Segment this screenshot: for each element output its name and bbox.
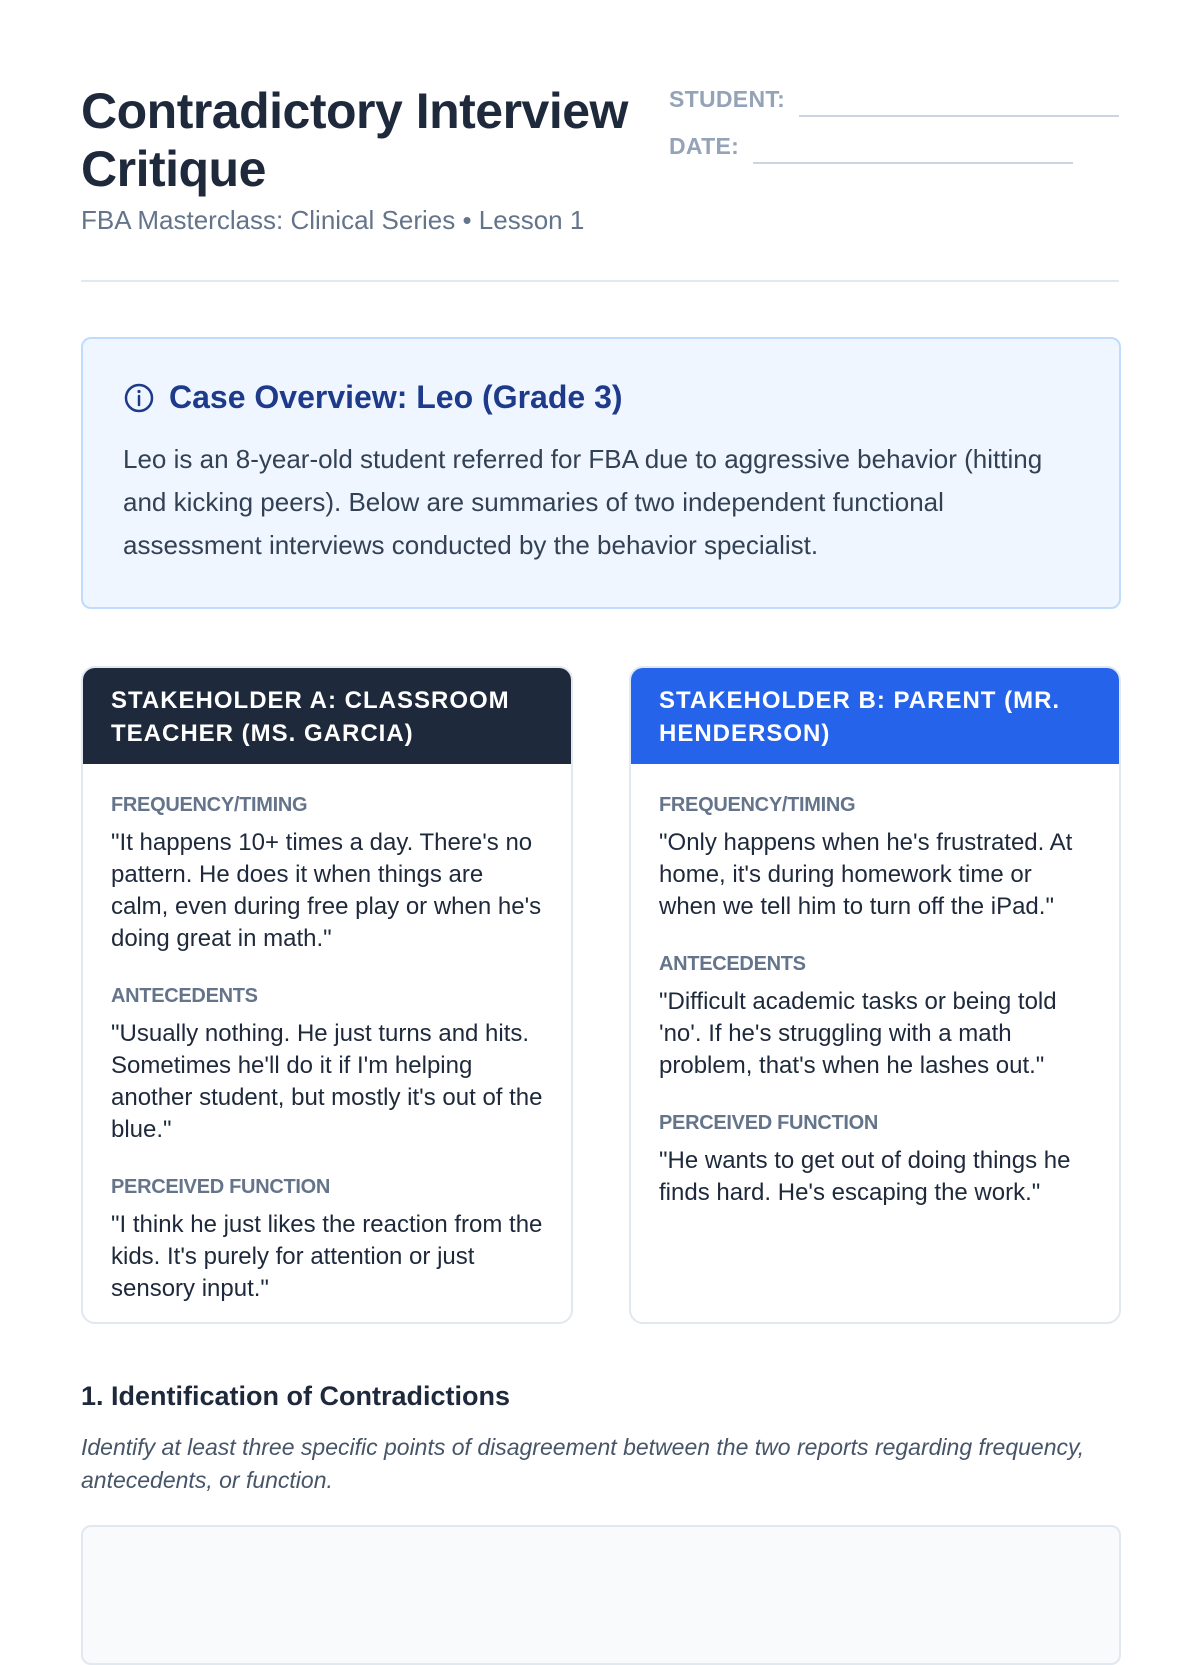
- page-header: [81, 0, 1119, 282]
- stakeholder-b-title: STAKEHOLDER B: PARENT (MR. HENDERSON): [631, 668, 1119, 764]
- section-1-answer-box[interactable]: [81, 1525, 1121, 1665]
- page-title: Contradictory Interview Critique: [81, 83, 628, 197]
- case-overview-header: [123, 379, 1079, 416]
- stakeholder-a-function: [111, 1176, 543, 1305]
- field-quote: "He wants to get out of doing things he finds hard. He's escaping the work.": [659, 1147, 1071, 1206]
- field-label: ANTECEDENTS: [111, 985, 258, 1007]
- field-label: FREQUENCY/TIMING: [659, 794, 856, 816]
- case-overview-title: Case Overview: Leo (Grade 3): [169, 379, 623, 415]
- page-subtitle: FBA Masterclass: Clinical Series • Lesson 1: [81, 205, 585, 235]
- student-field: [669, 86, 1119, 113]
- date-input-line[interactable]: [753, 162, 1073, 164]
- field-quote: "It happens 10+ times a day. There's no pattern. He does it when things are calm, even during free play or when he's doing great in math.": [111, 829, 542, 952]
- section-1-description: Identify at least three specific points of disagreement between the two reports regarding frequency, antecedents, or function.: [81, 1434, 1085, 1493]
- date-label: DATE:: [669, 133, 740, 159]
- case-overview-panel: [81, 337, 1121, 609]
- field-label: PERCEIVED FUNCTION: [659, 1112, 879, 1134]
- section-1-title: 1. Identification of Contradictions: [81, 1381, 511, 1411]
- stakeholder-b-frequency: [659, 794, 1091, 923]
- stakeholder-a-frequency: [111, 794, 543, 955]
- case-overview-text: Leo is an 8-year-old student referred for FBA due to aggressive behavior (hitting and kicking peers). Below are summaries of two independent functional assessment interviews conducted by the behavior specialist.: [123, 444, 1043, 560]
- field-quote: "Difficult academic tasks or being told 'no'. If he's struggling with a math problem, that's when he lashes out.": [659, 988, 1057, 1079]
- student-input-line[interactable]: [799, 115, 1119, 117]
- field-quote: "Usually nothing. He just turns and hits. Sometimes he'll do it if I'm helping another student, but mostly it's out of the blue.": [111, 1020, 543, 1143]
- date-field: [669, 133, 1073, 160]
- stakeholder-b-antecedents: [659, 953, 1091, 1082]
- stakeholder-a-title: STAKEHOLDER A: CLASSROOM TEACHER (MS. GARCIA): [83, 668, 571, 764]
- field-quote: "I think he just likes the reaction from the kids. It's purely for attention or just sensory input.": [111, 1211, 543, 1302]
- field-label: PERCEIVED FUNCTION: [111, 1176, 331, 1198]
- field-quote: "Only happens when he's frustrated. At home, it's during homework time or when we tell him to turn off the iPad.": [659, 829, 1073, 920]
- stakeholder-b-body: [631, 764, 1119, 1209]
- field-label: FREQUENCY/TIMING: [111, 794, 308, 816]
- stakeholder-b-card: [629, 666, 1121, 1324]
- stakeholder-a-card: [81, 666, 573, 1324]
- stakeholder-a-body: [83, 764, 571, 1305]
- info-circle-icon: [123, 382, 155, 414]
- stakeholder-a-antecedents: [111, 985, 543, 1146]
- field-label: ANTECEDENTS: [659, 953, 806, 975]
- stakeholder-b-function: [659, 1112, 1091, 1209]
- student-label: STUDENT:: [669, 86, 786, 112]
